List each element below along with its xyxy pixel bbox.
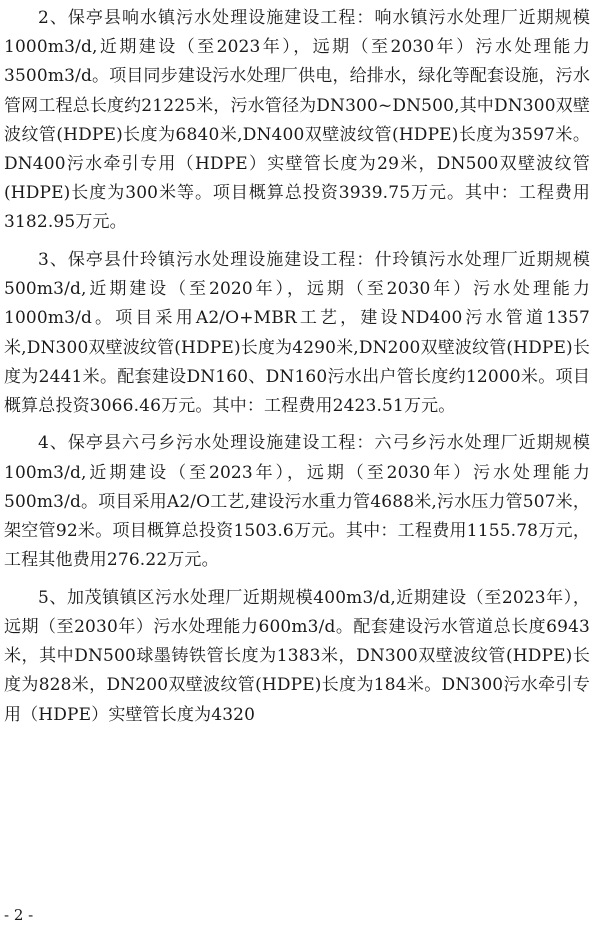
paragraph-jiamao: 5、加茂镇镇区污水处理厂近期规模400m3/d,近期建设（至2023年），远期（至2030年）污水处理能力600m3/d。配套建设污水管道总长度6943米，其中DN500球墨铸铁管长度为1383米，DN300双壁波纹管(HDPE)长度为828米，DN200双壁波纹管(HDPE)长度为184米。DN300污水牵引专用（HDPE）实壁管长度为4320 [4, 587, 590, 725]
page-number: - 2 - [4, 906, 34, 924]
paragraph-shiling: 3、保亭县什玲镇污水处理设施建设工程：什玲镇污水处理厂近期规模500m3/d,近期建设（至2020年），远期（至2030年）污水处理能力1000m3/d。项目采用A2/O+MBR工艺，建设ND400污水管道1357米,DN300双壁波纹管(HDPE)长度为4290米,DN200双壁波纹管(HDPE)长度为2441米。配套建设DN160、DN160污水出户管长度约12000米。项目概算总投资3066.46万元。其中：工程费用2423.51万元。 [4, 249, 590, 416]
paragraph-liugong: 4、保亭县六弓乡污水处理设施建设工程：六弓乡污水处理厂近期规模100m3/d,近期建设（至2023年），远期（至2030年）污水处理能力500m3/d。项目采用A2/O工艺,建设污水重力管4688米,污水压力管507米，架空管92米。项目概算总投资1503.6万元。其中：工程费用1155.78万元，工程其他费用276.22万元。 [4, 433, 590, 571]
paragraph-xiangshui: 2、保亭县响水镇污水处理设施建设工程：响水镇污水处理厂近期规模1000m3/d,近期建设（至2023年），远期（至2030年）污水处理能力3500m3/d。项目同步建设污水处理厂供电，给排水，绿化等配套设施，污水管网工程总长度约21225米，污水管径为DN300~DN500,其中DN300双壁波纹管(HDPE)长度为6840米,DN400双壁波纹管(HDPE)长度为3597米。DN400污水牵引专用（HDPE）实壁管长度为29米，DN500双壁波纹管(HDPE)长度为300米等。项目概算总投资3939.75万元。其中：工程费用3182.95万元。 [4, 8, 590, 233]
document-body [4, 4, 590, 738]
